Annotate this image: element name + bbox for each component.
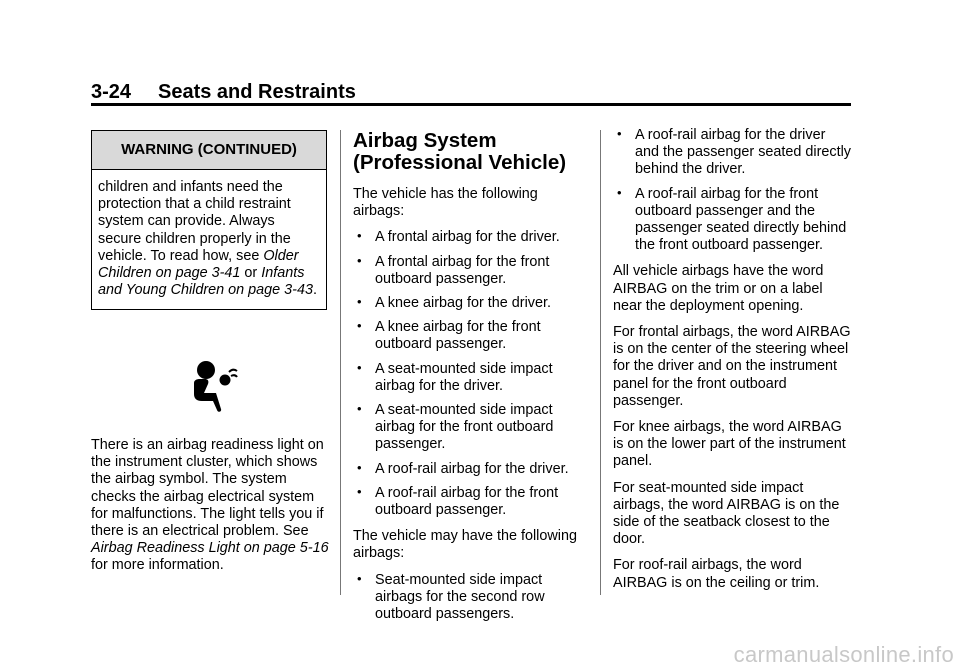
list-item-text: A seat-mounted side impact airbag for the driver. bbox=[375, 360, 553, 394]
list-item bbox=[613, 127, 851, 179]
list-item bbox=[353, 572, 591, 624]
bullet-icon: • bbox=[357, 252, 362, 268]
readiness-text: There is an airbag readiness light on the instrument cluster, which shows the airbag symbol. The system checks the airbag electrical system for malfunctions. The light tells you if there is an electrical problem. See bbox=[91, 437, 324, 540]
right-column bbox=[613, 127, 851, 601]
optional-airbag-list bbox=[353, 572, 591, 624]
right-paragraphs bbox=[613, 263, 851, 591]
list-item-text: A roof-rail airbag for the driver and the passenger seated directly behind the driver. bbox=[635, 127, 852, 178]
bullet-icon: • bbox=[357, 228, 362, 244]
list-item-text: A knee airbag for the front outboard passenger. bbox=[375, 319, 541, 353]
list-item bbox=[353, 295, 591, 312]
roof-rail-list bbox=[613, 127, 851, 254]
list-item bbox=[353, 361, 591, 395]
list-item-text: A roof-rail airbag for the front outboard passenger and the passenger seated directly behind the front outboard passenger. bbox=[635, 185, 847, 254]
warning-text-or: or bbox=[240, 265, 262, 282]
page-header bbox=[91, 80, 851, 104]
list-item bbox=[613, 186, 851, 255]
link-older-children[interactable]: Older Children on page 3-41 bbox=[98, 247, 299, 282]
list-item bbox=[353, 402, 591, 454]
warning-heading: WARNING (CONTINUED) bbox=[92, 131, 326, 170]
column-divider-right bbox=[600, 130, 601, 595]
warning-text: children and infants need the protection that a child restraint system can provide. Always secure children properly in the vehicle. To read how, see bbox=[98, 179, 291, 264]
link-airbag-readiness-light[interactable]: Airbag Readiness Light on page 5-16 bbox=[91, 540, 329, 557]
list-item-text: A knee airbag for the driver. bbox=[375, 295, 551, 312]
list-item-text: Seat-mounted side impact airbags for the second row outboard passengers. bbox=[375, 571, 545, 623]
body-paragraph: All vehicle airbags have the word AIRBAG on the trim or on a label near the deployment opening. bbox=[613, 263, 824, 314]
section-heading: Airbag System (Professional Vehicle) bbox=[353, 129, 567, 174]
watermark: carmanualsonline.info bbox=[733, 642, 954, 667]
airbag-readiness-icon bbox=[192, 361, 238, 413]
page-number: 3-24 bbox=[91, 81, 132, 103]
link-infants-young-children[interactable]: Infants and Young Children on page 3-43 bbox=[98, 265, 313, 299]
bullet-icon: • bbox=[357, 359, 362, 375]
bullet-icon: • bbox=[357, 459, 362, 475]
list-item bbox=[353, 254, 591, 288]
body-paragraph: For roof-rail airbags, the word AIRBAG is on the ceiling or trim. bbox=[613, 557, 820, 591]
bullet-icon: • bbox=[357, 570, 362, 586]
list-item bbox=[353, 485, 591, 519]
readiness-text-end: for more information. bbox=[91, 557, 224, 574]
list-item-text: A frontal airbag for the front outboard passenger. bbox=[375, 253, 550, 287]
bullet-icon: • bbox=[617, 126, 622, 141]
list-item-text: A frontal airbag for the driver. bbox=[375, 229, 560, 246]
column-divider-left bbox=[340, 130, 341, 595]
list-item-text: A roof-rail airbag for the driver. bbox=[375, 460, 569, 477]
airbag-list bbox=[353, 229, 591, 519]
list-item bbox=[353, 461, 591, 478]
body-paragraph: For frontal airbags, the word AIRBAG is on the center of the steering wheel for the driver and on the instrument panel for the front outboard passenger. bbox=[613, 324, 851, 409]
bullet-icon: • bbox=[357, 483, 362, 499]
warning-body bbox=[92, 170, 326, 299]
intro-paragraph: The vehicle has the following airbags: bbox=[353, 186, 538, 220]
list-item-text: A roof-rail airbag for the front outboard passenger. bbox=[375, 484, 559, 519]
left-column bbox=[91, 437, 331, 584]
bullet-icon: • bbox=[357, 294, 362, 310]
middle-column bbox=[353, 130, 591, 632]
body-paragraph: For knee airbags, the word AIRBAG is on the lower part of the instrument panel. bbox=[613, 419, 846, 470]
list-item bbox=[353, 229, 591, 246]
bullet-icon: • bbox=[617, 184, 622, 200]
bullet-icon: • bbox=[357, 318, 362, 334]
body-paragraph: For seat-mounted side impact airbags, the word AIRBAG is on the side of the seatback closest to the door. bbox=[613, 479, 840, 548]
warning-text-end: . bbox=[312, 282, 317, 299]
header-rule bbox=[91, 103, 851, 106]
list-item bbox=[353, 319, 591, 353]
bullet-icon: • bbox=[357, 401, 362, 417]
section-title-header: Seats and Restraints bbox=[158, 81, 356, 103]
list-item-text: A seat-mounted side impact airbag for the front outboard passenger. bbox=[375, 402, 554, 453]
readiness-paragraph bbox=[91, 437, 331, 575]
warning-box bbox=[91, 130, 327, 310]
may-have-paragraph: The vehicle may have the following airbags: bbox=[353, 528, 577, 562]
